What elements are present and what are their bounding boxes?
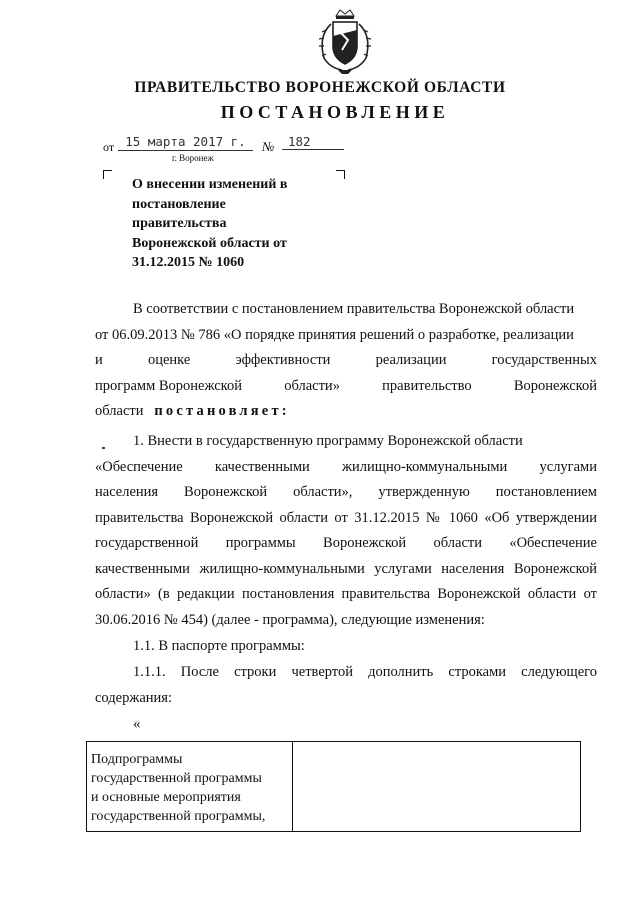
text-line	[95, 374, 597, 400]
document-subject	[132, 175, 332, 273]
text-line	[95, 348, 597, 374]
text-line: 1.1. В паспорте программы:	[133, 638, 305, 654]
date-prefix: от	[103, 140, 115, 154]
document-date: 15 марта 2017 г.	[118, 134, 253, 151]
number-label: №	[262, 139, 275, 154]
word: и	[95, 352, 103, 368]
cell-line: государственной программы	[91, 771, 262, 786]
organization-title: ПРАВИТЕЛЬСТВО ВОРОНЕЖСКОЙ ОБЛАСТИ	[134, 79, 506, 96]
passport-table	[86, 741, 581, 832]
word: области	[95, 403, 144, 419]
text-line: качественными жилищно-коммунальными услугами населения Воронежской	[95, 560, 597, 577]
cell-line: государственной программы,	[91, 809, 266, 824]
table-row	[87, 742, 581, 832]
paragraph-item-1	[95, 429, 597, 633]
subject-line: 31.12.2015 № 1060	[132, 255, 245, 271]
word: правительство	[382, 377, 472, 394]
subject-line: правительства	[132, 216, 227, 232]
word: оценке	[147, 352, 191, 368]
document-number: 182	[282, 134, 344, 150]
paragraph-item-1-1	[95, 634, 597, 660]
text-line: государственной программы Воронежской области «Обеспечение	[95, 535, 597, 551]
subject-bracket-right	[336, 170, 345, 179]
paragraph-preamble	[95, 297, 597, 425]
word: Воронежской	[513, 377, 597, 394]
subject-bracket-left	[103, 170, 112, 179]
city: г. Воронеж	[172, 153, 214, 163]
table-cell-label	[87, 742, 293, 832]
opening-quote: «	[133, 716, 141, 732]
text-line: области» (в редакции постановления правительства Воронежской области от	[95, 586, 597, 602]
subject-line: О внесении изменений в	[132, 177, 288, 192]
text-line: 30.06.2016 № 454) (далее - программа), следующие изменения:	[95, 611, 485, 628]
paragraph-item-1-1-1	[95, 660, 597, 711]
subject-line: постановление	[132, 196, 226, 212]
text-line: В соответствии с постановлением правительства Воронежской области	[133, 301, 575, 317]
text-line: от 06.09.2013 № 786 «О порядке принятия решений о разработке, реализации	[95, 326, 574, 343]
text-line: населения Воронежской области», утвержденную постановлением	[95, 484, 597, 500]
subject-line: Воронежской области от	[132, 235, 287, 251]
cell-line: и основные мероприятия	[91, 790, 241, 805]
text-line: правительства Воронежской области от 31.12.2015 № 1060 «Об утверждении	[95, 509, 597, 526]
line-text: 1. Внести в государственную программу Воронежской области	[133, 433, 523, 449]
word: программ Воронежской	[95, 377, 242, 394]
table-cell-value	[293, 742, 581, 832]
word: реализации	[375, 352, 447, 368]
text-line	[95, 429, 597, 455]
document-type: ПОСТАНОВЛЕНИЕ	[220, 102, 450, 122]
cell-line: Подпрограммы	[91, 752, 183, 767]
coat-of-arms-icon	[312, 6, 378, 76]
word: области»	[284, 377, 340, 394]
text-line: 1.1.1. После строки четвертой дополнить строками следующего	[133, 664, 597, 680]
decree-word: постановляет:	[154, 403, 290, 419]
word: государственных	[491, 352, 597, 368]
text-line	[95, 399, 597, 425]
word: эффективности	[235, 352, 331, 368]
text-line: содержания:	[95, 689, 173, 706]
text-line: «Обеспечение качественными жилищно-коммунальными услугами	[95, 458, 597, 475]
